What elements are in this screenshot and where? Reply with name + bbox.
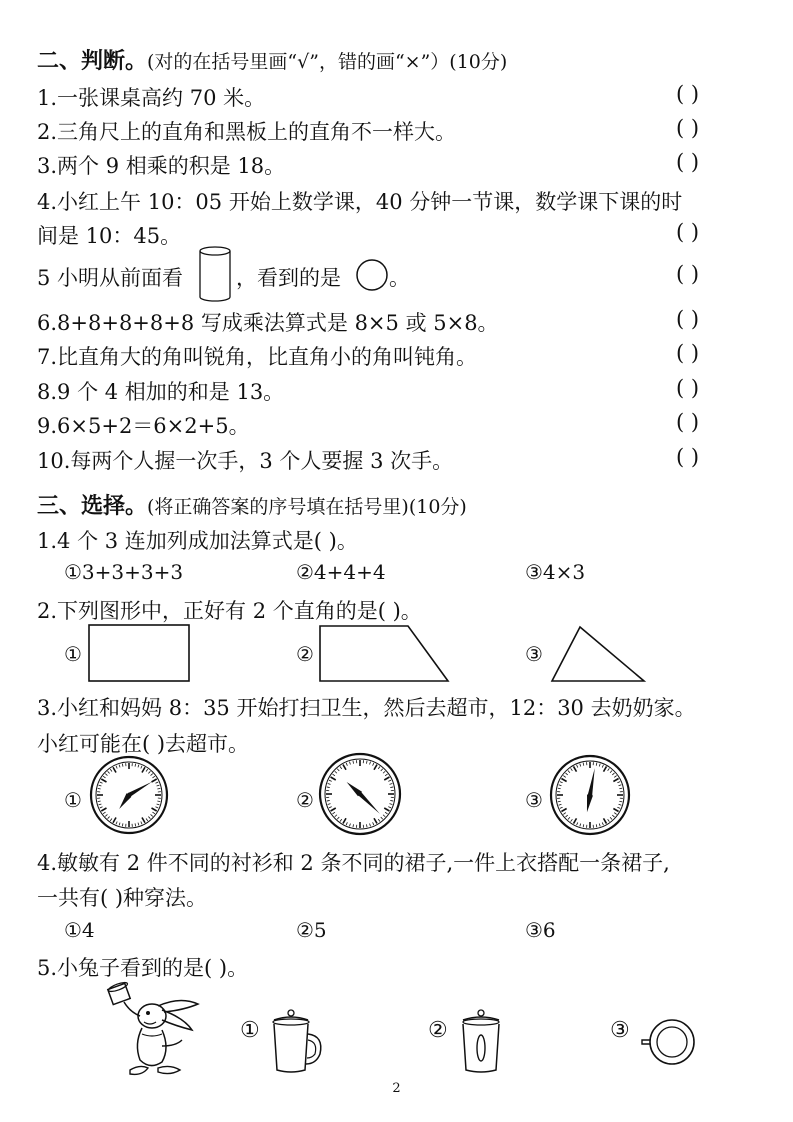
section2-heading — [37, 44, 507, 75]
q4-option-2[interactable]: ②5 — [296, 918, 327, 942]
q3-option-1[interactable]: ① — [64, 788, 82, 812]
section2-title: 二、判断。 — [37, 49, 148, 74]
section3-heading — [37, 489, 467, 520]
q1-option-3[interactable]: ③4×3 — [525, 560, 586, 584]
judge-item-5-part1: 5 小明从前面看 — [37, 266, 184, 290]
choice-q4-line1: 4.敏敏有 2 件不同的衬衫和 2 条不同的裙子,一件上衣搭配一条裙子, — [37, 851, 670, 875]
answer-paren-2[interactable]: ( ) — [676, 116, 700, 140]
judge-item-2: 2.三角尺上的直角和黑板上的直角不一样大。 — [37, 120, 457, 144]
q2-option-1[interactable]: ① — [64, 642, 82, 666]
q4-option-3[interactable]: ③6 — [525, 918, 556, 942]
choice-q3-line1: 3.小红和妈妈 8：35 开始打扫卫生，然后去超市，12：30 去奶奶家。 — [37, 696, 696, 720]
section3-note: (将正确答案的序号填在括号里)(10分) — [147, 496, 467, 518]
judge-item-4-line1: 4.小红上午 10：05 开始上数学课，40 分钟一节课，数学课下课的时 — [37, 190, 683, 214]
page-number: 2 — [392, 1081, 401, 1096]
judge-item-5-part3: 。 — [389, 266, 410, 290]
q3-option-3[interactable]: ③ — [525, 788, 543, 812]
answer-paren-5[interactable]: ( ) — [676, 262, 700, 286]
choice-q3-line2: 小红可能在( )去超市。 — [37, 732, 250, 756]
choice-q1: 1.4 个 3 连加列成加法算式是( )。 — [37, 529, 358, 553]
judge-item-4-line2: 间是 10：45。 — [37, 224, 182, 248]
section3-title: 三、选择。 — [37, 494, 148, 519]
rectangle-shape-icon — [88, 624, 192, 684]
judge-item-5-part2: ，看到的是 — [236, 266, 341, 290]
choice-q4-line2: 一共有( )种穿法。 — [37, 886, 208, 910]
clock-icon — [89, 755, 169, 835]
answer-paren-1[interactable]: ( ) — [676, 82, 700, 106]
mug-front-view-icon — [456, 1008, 506, 1076]
q3-option-2[interactable]: ② — [296, 788, 314, 812]
judge-item-10: 10.每两个人握一次手，3 个人要握 3 次手。 — [37, 449, 454, 473]
section2-note: (对的在括号里画“√”，错的画“×”）(10分) — [147, 51, 508, 73]
judge-item-8: 8.9 个 4 相加的和是 13。 — [37, 380, 285, 404]
trapezoid-shape-icon — [318, 624, 452, 684]
choice-q2: 2.下列图形中，正好有 2 个直角的是( )。 — [37, 599, 422, 623]
judge-item-3: 3.两个 9 相乘的积是 18。 — [37, 154, 286, 178]
triangle-shape-icon — [550, 625, 646, 683]
judge-item-6: 6.8+8+8+8+8 写成乘法算式是 8×5 或 5×8。 — [37, 311, 499, 335]
q5-option-3[interactable]: ③ — [610, 1018, 630, 1043]
q2-option-2[interactable]: ② — [296, 642, 314, 666]
judge-item-9: 9.6×5+2＝6×2+5。 — [37, 414, 250, 438]
choice-q5: 5.小兔子看到的是( )。 — [37, 956, 249, 980]
answer-paren-9[interactable]: ( ) — [676, 410, 700, 434]
answer-paren-10[interactable]: ( ) — [676, 445, 700, 469]
mug-side-view-icon — [268, 1008, 330, 1076]
answer-paren-8[interactable]: ( ) — [676, 376, 700, 400]
q1-option-2[interactable]: ②4+4+4 — [296, 560, 386, 584]
cylinder-icon — [197, 246, 233, 302]
judge-item-7: 7.比直角大的角叫锐角，比直角小的角叫钝角。 — [37, 345, 478, 369]
judge-item-1: 1.一张课桌高约 70 米。 — [37, 86, 266, 110]
q2-option-3[interactable]: ③ — [525, 642, 543, 666]
circle-shape-icon — [355, 258, 389, 292]
q5-option-2[interactable]: ② — [428, 1018, 448, 1043]
answer-paren-7[interactable]: ( ) — [676, 341, 700, 365]
rabbit-with-cup-icon — [100, 982, 210, 1080]
q1-option-1[interactable]: ①3+3+3+3 — [64, 560, 184, 584]
answer-paren-3[interactable]: ( ) — [676, 150, 700, 174]
answer-paren-4[interactable]: ( ) — [676, 220, 700, 244]
clock-icon — [318, 752, 402, 836]
q4-option-1[interactable]: ①4 — [64, 918, 95, 942]
q5-option-1[interactable]: ① — [240, 1018, 260, 1043]
answer-paren-6[interactable]: ( ) — [676, 307, 700, 331]
mug-top-view-icon — [638, 1016, 700, 1068]
clock-icon — [549, 754, 631, 836]
